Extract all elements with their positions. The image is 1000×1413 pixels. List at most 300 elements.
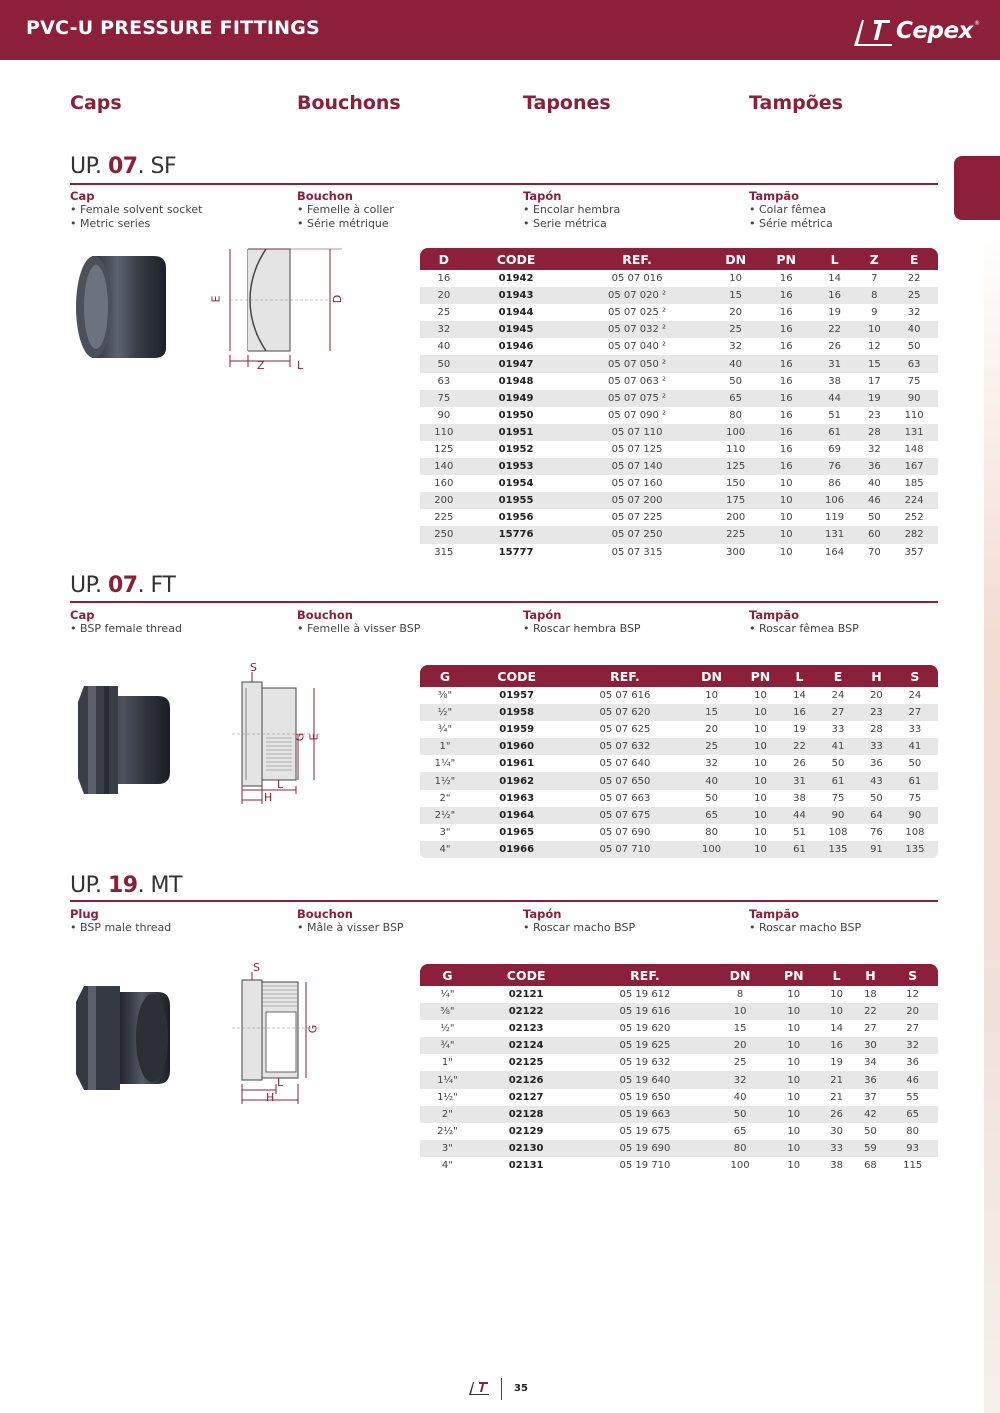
table-cell: 17 bbox=[867, 375, 881, 387]
column-header: S bbox=[887, 964, 938, 986]
table-row bbox=[420, 492, 938, 509]
column-header: H bbox=[861, 665, 892, 687]
desc-english-mt: Plug • BSP male thread bbox=[70, 907, 172, 934]
table-cell: 64 bbox=[861, 807, 892, 824]
table-cell: 86 bbox=[828, 478, 841, 490]
table-row bbox=[420, 424, 938, 441]
table-cell: 05 07 040 ² bbox=[607, 341, 667, 353]
table-cell: 148 bbox=[904, 443, 924, 455]
table-cell: 76 bbox=[811, 458, 859, 475]
table-row bbox=[420, 687, 938, 704]
table-cell: 131 bbox=[890, 424, 938, 441]
table-row bbox=[420, 755, 938, 772]
column-header: DN bbox=[712, 964, 767, 986]
table-cell: 16 bbox=[784, 704, 815, 721]
table-cell: 05 07 315 bbox=[611, 546, 663, 558]
table-cell: ⅜" bbox=[420, 1003, 475, 1020]
table-cell: 8 bbox=[736, 989, 744, 1001]
table-cell: 80 bbox=[906, 1125, 920, 1137]
table-cell: 70 bbox=[867, 546, 881, 558]
table-row bbox=[420, 475, 938, 492]
table-cell: 40 bbox=[710, 355, 762, 372]
table-cell: 20 bbox=[729, 307, 743, 319]
table-cell: 02121 bbox=[508, 989, 544, 1001]
table-cell: 05 07 140 bbox=[564, 458, 709, 475]
table-cell: 32 bbox=[887, 1037, 938, 1054]
table-cell: 05 19 640 bbox=[577, 1071, 712, 1088]
table-cell: 10 bbox=[787, 1023, 801, 1035]
table-cell: 01959 bbox=[499, 724, 535, 736]
table-cell: 15 bbox=[710, 287, 762, 304]
table-cell: 19 bbox=[858, 390, 890, 407]
table-cell: 02122 bbox=[475, 1003, 578, 1020]
section-rule bbox=[70, 183, 938, 185]
column-header: PN bbox=[762, 248, 811, 270]
table-cell: 12 bbox=[867, 341, 881, 353]
table-row bbox=[420, 1140, 938, 1157]
table-cell: 02129 bbox=[508, 1125, 544, 1137]
table-cell: 05 07 110 bbox=[564, 424, 709, 441]
table-cell: 61 bbox=[815, 772, 861, 789]
desc-english-ft: Cap • BSP female thread bbox=[70, 608, 182, 635]
dim-label-g: G bbox=[306, 1024, 320, 1034]
table-cell: 61 bbox=[784, 841, 815, 858]
column-header: PN bbox=[768, 964, 820, 986]
table-cell: 10 bbox=[768, 1106, 820, 1123]
table-row bbox=[420, 772, 938, 789]
table-cell: 10 bbox=[762, 526, 811, 543]
table-cell: ½" bbox=[440, 1023, 455, 1035]
cap-solvent-photo bbox=[74, 250, 170, 362]
table-cell: 05 19 710 bbox=[619, 1159, 671, 1171]
column-header: REF. bbox=[577, 964, 712, 986]
table-cell: 2" bbox=[439, 792, 451, 804]
table-cell: 01945 bbox=[468, 321, 565, 338]
table-cell: 50 bbox=[867, 512, 881, 524]
table-cell: 115 bbox=[903, 1159, 923, 1171]
table-cell: 50 bbox=[712, 1106, 767, 1123]
table-cell: 05 07 625 bbox=[599, 724, 651, 736]
side-strip bbox=[984, 225, 1000, 1413]
table-cell: 05 07 016 bbox=[611, 273, 663, 285]
table-cell: 14 bbox=[828, 273, 841, 285]
table-cell: 63 bbox=[890, 355, 938, 372]
table-cell: 46 bbox=[858, 492, 890, 509]
table-cell: 02130 bbox=[475, 1140, 578, 1157]
table-cell: 10 bbox=[768, 1037, 820, 1054]
table-cell: ¾" bbox=[420, 1037, 475, 1054]
table-cell: 164 bbox=[825, 546, 845, 558]
table-cell: 10 bbox=[737, 841, 784, 858]
table-cell: 33 bbox=[831, 724, 845, 736]
brand-name: Cepex bbox=[896, 18, 973, 44]
column-header: E bbox=[890, 248, 938, 270]
table-row bbox=[420, 1089, 938, 1106]
table-cell: 93 bbox=[887, 1140, 938, 1157]
table-cell: 05 19 612 bbox=[619, 989, 671, 1001]
desc-spanish-ft: Tapón • Roscar hembra BSP bbox=[523, 608, 641, 635]
dim-label-s: S bbox=[253, 961, 260, 974]
desc-french-mt: Bouchon • Mâle à visser BSP bbox=[297, 907, 404, 934]
table-row bbox=[420, 1003, 938, 1020]
table-cell: 38 bbox=[830, 1159, 844, 1171]
table-cell: 31 bbox=[784, 772, 815, 789]
table-cell: 10 bbox=[787, 1057, 801, 1069]
table-cell: 05 19 675 bbox=[619, 1125, 671, 1137]
table-cell: 75 bbox=[907, 375, 921, 387]
table-cell: 24 bbox=[831, 690, 845, 702]
dim-label-h: H bbox=[264, 791, 273, 804]
table-cell: 20 bbox=[870, 690, 883, 702]
table-cell: 10 bbox=[729, 273, 743, 285]
table-cell: 05 07 640 bbox=[599, 758, 651, 770]
table-cell: 25 bbox=[733, 1057, 747, 1069]
table-cell: 01957 bbox=[499, 690, 535, 702]
table-cell: 100 bbox=[710, 424, 762, 441]
table-cell: 119 bbox=[825, 512, 845, 524]
table-row bbox=[420, 355, 938, 372]
table-cell: 76 bbox=[870, 826, 883, 838]
column-header: Z bbox=[858, 248, 890, 270]
table-cell: 10 bbox=[754, 826, 767, 838]
table-cell: ¾" bbox=[437, 724, 453, 736]
table-cell: 175 bbox=[710, 492, 762, 509]
table-cell: 23 bbox=[861, 704, 892, 721]
table-row bbox=[420, 1071, 938, 1088]
table-cell: 36 bbox=[906, 1057, 920, 1069]
table-cell: 10 bbox=[705, 690, 718, 702]
table-cell: 27 bbox=[892, 704, 938, 721]
table-cell: 10 bbox=[858, 321, 890, 338]
table-cell: 22 bbox=[784, 738, 815, 755]
table-cell: 41 bbox=[815, 738, 861, 755]
dim-label-h: H bbox=[266, 1091, 275, 1104]
table-cell: 3" bbox=[439, 826, 451, 838]
table-cell: 16 bbox=[762, 390, 811, 407]
table-cell: 02123 bbox=[508, 1023, 544, 1035]
table-row bbox=[420, 721, 938, 738]
table-cell: 25 bbox=[710, 321, 762, 338]
table-cell: 1¼" bbox=[434, 758, 456, 770]
table-cell: 1½" bbox=[420, 772, 470, 789]
table-cell: 21 bbox=[830, 1091, 844, 1103]
desc-french-ft: Bouchon • Femelle à visser BSP bbox=[297, 608, 421, 635]
table-cell: 252 bbox=[904, 512, 924, 524]
column-header: D bbox=[420, 248, 468, 270]
table-cell: 51 bbox=[793, 826, 806, 838]
table-cell: 20 bbox=[420, 287, 468, 304]
table-cell: 33 bbox=[820, 1140, 854, 1157]
table-cell: 125 bbox=[710, 458, 762, 475]
table-cell: 10 bbox=[779, 512, 793, 524]
table-cell: 10 bbox=[754, 792, 767, 804]
table-row bbox=[420, 509, 938, 526]
desc-portuguese-sf: Tampão • Colar fêmea • Série métrica bbox=[749, 189, 833, 230]
dim-label-e: E bbox=[209, 295, 223, 303]
column-header: L bbox=[784, 665, 815, 687]
table-cell: 01946 bbox=[498, 341, 534, 353]
table-cell: 16 bbox=[779, 307, 793, 319]
column-header: REF. bbox=[564, 248, 709, 270]
table-cell: 16 bbox=[762, 287, 811, 304]
table-cell: 8 bbox=[858, 287, 890, 304]
table-cell: 16 bbox=[779, 375, 793, 387]
spec-table-sf bbox=[420, 248, 938, 561]
table-row bbox=[420, 526, 938, 543]
table-cell: 225 bbox=[434, 512, 454, 524]
column-header: CODE bbox=[470, 665, 564, 687]
table-cell: 12 bbox=[906, 989, 920, 1001]
table-cell: 75 bbox=[420, 390, 468, 407]
section-title-sf: UP. 07. SF bbox=[70, 154, 177, 179]
header-title: PVC-U PRESSURE FITTINGS bbox=[26, 17, 320, 39]
table-cell: 05 07 025 ² bbox=[607, 307, 667, 319]
table-cell: 40 bbox=[867, 478, 881, 490]
table-row bbox=[420, 270, 938, 287]
table-cell: 167 bbox=[890, 458, 938, 475]
table-cell: 125 bbox=[434, 443, 454, 455]
table-cell: 01951 bbox=[468, 424, 565, 441]
table-cell: 28 bbox=[858, 424, 890, 441]
table-cell: 20 bbox=[712, 1037, 767, 1054]
table-cell: 36 bbox=[854, 1071, 888, 1088]
table-cell: 02124 bbox=[475, 1037, 578, 1054]
column-header: G bbox=[420, 665, 470, 687]
table-cell: 05 19 625 bbox=[577, 1037, 712, 1054]
table-header-row bbox=[420, 964, 938, 986]
table-row bbox=[420, 441, 938, 458]
table-cell: 32 bbox=[867, 443, 881, 455]
section-title-mt: UP. 19. MT bbox=[70, 873, 182, 898]
table-cell: 05 07 200 bbox=[564, 492, 709, 509]
table-cell: 10 bbox=[754, 758, 767, 770]
table-row bbox=[420, 304, 938, 321]
table-row bbox=[420, 1157, 938, 1174]
table-cell: 02131 bbox=[508, 1159, 544, 1171]
column-header: DN bbox=[710, 248, 762, 270]
table-cell: 32 bbox=[420, 321, 468, 338]
table-cell: 110 bbox=[904, 409, 924, 421]
table-cell: 1¼" bbox=[420, 1071, 475, 1088]
table-cell: 10 bbox=[762, 492, 811, 509]
table-cell: 185 bbox=[904, 478, 924, 490]
table-cell: 14 bbox=[793, 690, 806, 702]
table-row bbox=[420, 986, 938, 1003]
table-cell: 01948 bbox=[498, 375, 534, 387]
table-cell: 42 bbox=[854, 1106, 888, 1123]
table-cell: 7 bbox=[871, 273, 878, 285]
table-cell: 05 07 663 bbox=[599, 792, 651, 804]
table-cell: 282 bbox=[890, 526, 938, 543]
table-cell: 10 bbox=[754, 690, 767, 702]
table-cell: 19 bbox=[793, 724, 806, 736]
table-cell: 50 bbox=[420, 355, 468, 372]
table-cell: 05 07 050 ² bbox=[564, 355, 709, 372]
table-cell: 26 bbox=[820, 1106, 854, 1123]
table-cell: 01966 bbox=[470, 841, 564, 858]
table-cell: 01961 bbox=[499, 758, 535, 770]
table-cell: 01952 bbox=[498, 443, 534, 455]
table-cell: 50 bbox=[908, 758, 922, 770]
table-cell: 05 07 616 bbox=[599, 690, 651, 702]
column-header: S bbox=[892, 665, 938, 687]
table-cell: 32 bbox=[712, 1071, 767, 1088]
table-cell: 44 bbox=[811, 390, 859, 407]
table-cell: 33 bbox=[861, 738, 892, 755]
table-cell: 65 bbox=[887, 1106, 938, 1123]
table-row bbox=[420, 321, 938, 338]
table-cell: 15 bbox=[686, 704, 736, 721]
table-cell: 16 bbox=[762, 321, 811, 338]
title-portuguese: Tampões bbox=[749, 92, 843, 114]
table-cell: 40 bbox=[733, 1091, 747, 1103]
table-cell: 15 bbox=[733, 1023, 747, 1035]
table-row bbox=[420, 1037, 938, 1054]
table-cell: 16 bbox=[762, 355, 811, 372]
brand-registered-mark: ® bbox=[974, 20, 980, 27]
table-cell: 108 bbox=[828, 826, 848, 838]
table-row bbox=[420, 287, 938, 304]
table-cell: 01953 bbox=[468, 458, 565, 475]
column-header: L bbox=[811, 248, 859, 270]
table-cell: 05 07 675 bbox=[563, 807, 686, 824]
table-cell: 36 bbox=[870, 758, 883, 770]
table-cell: 05 19 620 bbox=[619, 1023, 671, 1035]
table-cell: 43 bbox=[861, 772, 892, 789]
table-cell: 2½" bbox=[420, 807, 470, 824]
table-cell: 100 bbox=[686, 841, 736, 858]
table-cell: 135 bbox=[815, 841, 861, 858]
column-header: REF. bbox=[563, 665, 686, 687]
dim-label-l: L bbox=[277, 1076, 284, 1089]
table-cell: 90 bbox=[890, 390, 938, 407]
column-header: G bbox=[420, 964, 475, 986]
table-cell: 02128 bbox=[475, 1106, 578, 1123]
desc-french-sf: Bouchon • Femelle à coller • Série métrique bbox=[297, 189, 394, 230]
table-cell: 05 19 663 bbox=[577, 1106, 712, 1123]
table-cell: 20 bbox=[887, 1003, 938, 1020]
table-cell: 10 bbox=[768, 1140, 820, 1157]
table-cell: 60 bbox=[858, 526, 890, 543]
table-cell: 01943 bbox=[468, 287, 565, 304]
table-cell: 69 bbox=[828, 443, 841, 455]
table-cell: 27 bbox=[906, 1023, 920, 1035]
table-cell: 05 07 075 ² bbox=[564, 390, 709, 407]
table-cell: 22 bbox=[854, 1003, 888, 1020]
table-cell: 22 bbox=[907, 273, 921, 285]
table-cell: 9 bbox=[871, 307, 878, 319]
table-cell: 50 bbox=[864, 1125, 877, 1137]
table-cell: 33 bbox=[908, 724, 922, 736]
table-cell: 10 bbox=[787, 1159, 801, 1171]
table-cell: 106 bbox=[811, 492, 859, 509]
footer-logo-icon bbox=[468, 1380, 490, 1396]
table-cell: 05 07 032 ² bbox=[564, 321, 709, 338]
side-tab bbox=[954, 156, 1000, 220]
plug-drawing bbox=[232, 968, 342, 1108]
table-cell: 05 07 650 bbox=[563, 772, 686, 789]
spec-table-ft bbox=[420, 665, 938, 858]
table-row bbox=[420, 807, 938, 824]
table-row bbox=[420, 373, 938, 390]
table-row bbox=[420, 544, 938, 561]
table-cell: 225 bbox=[710, 526, 762, 543]
table-cell: 01944 bbox=[498, 307, 534, 319]
dim-label-l: L bbox=[277, 778, 284, 791]
table-cell: 30 bbox=[830, 1125, 844, 1137]
footer-divider bbox=[501, 1378, 502, 1400]
table-row bbox=[420, 407, 938, 424]
table-cell: 24 bbox=[908, 690, 922, 702]
table-cell: 32 bbox=[729, 341, 743, 353]
table-cell: 01955 bbox=[468, 492, 565, 509]
table-cell: 91 bbox=[861, 841, 892, 858]
column-header: E bbox=[815, 665, 861, 687]
table-row bbox=[420, 458, 938, 475]
table-cell: 65 bbox=[710, 390, 762, 407]
table-cell: 19 bbox=[830, 1057, 844, 1069]
desc-spanish-mt: Tapón • Roscar macho BSP bbox=[523, 907, 636, 934]
table-cell: 32 bbox=[907, 307, 921, 319]
table-cell: 25 bbox=[890, 287, 938, 304]
table-cell: 16 bbox=[820, 1037, 854, 1054]
table-cell: 26 bbox=[828, 341, 841, 353]
table-cell: 10 bbox=[737, 807, 784, 824]
table-cell: 1½" bbox=[437, 1091, 458, 1103]
table-cell: 80 bbox=[712, 1140, 767, 1157]
dim-label-l: L bbox=[297, 359, 304, 372]
desc-portuguese-mt: Tampão • Roscar macho BSP bbox=[749, 907, 862, 934]
table-cell: 05 07 063 ² bbox=[607, 375, 667, 387]
table-cell: 26 bbox=[793, 758, 806, 770]
table-cell: 1" bbox=[420, 738, 470, 755]
table-cell: 01964 bbox=[470, 807, 564, 824]
cap-threaded-photo bbox=[74, 682, 174, 796]
table-cell: 4" bbox=[441, 1159, 453, 1171]
table-cell: 02125 bbox=[508, 1057, 544, 1069]
table-cell: 90 bbox=[437, 409, 451, 421]
table-row bbox=[420, 1123, 938, 1140]
table-cell: 140 bbox=[420, 458, 468, 475]
table-cell: 2½" bbox=[437, 1125, 458, 1137]
table-cell: 55 bbox=[906, 1091, 920, 1103]
table-cell: 63 bbox=[437, 375, 451, 387]
table-cell: 05 07 020 ² bbox=[564, 287, 709, 304]
table-cell: 65 bbox=[686, 807, 736, 824]
table-cell: 05 07 090 ² bbox=[607, 409, 667, 421]
table-cell: 05 19 650 bbox=[619, 1091, 671, 1103]
table-cell: 75 bbox=[831, 792, 845, 804]
table-cell: 38 bbox=[828, 375, 841, 387]
table-cell: 05 19 632 bbox=[619, 1057, 671, 1069]
table-cell: 01963 bbox=[499, 792, 535, 804]
table-cell: 22 bbox=[811, 321, 859, 338]
table-cell: 15776 bbox=[468, 526, 565, 543]
table-cell: 50 bbox=[870, 792, 883, 804]
table-cell: 160 bbox=[434, 478, 454, 490]
table-cell: 61 bbox=[892, 772, 938, 789]
table-cell: 28 bbox=[870, 724, 883, 736]
table-cell: 05 07 690 bbox=[599, 826, 651, 838]
section-rule bbox=[70, 601, 938, 603]
table-cell: 05 07 225 bbox=[611, 512, 663, 524]
table-cell: 01947 bbox=[468, 355, 565, 372]
table-cell: 10 bbox=[737, 704, 784, 721]
page-number: 35 bbox=[514, 1383, 528, 1394]
table-cell: 01960 bbox=[470, 738, 564, 755]
dim-label-z: Z bbox=[257, 359, 265, 372]
table-cell: 40 bbox=[890, 321, 938, 338]
